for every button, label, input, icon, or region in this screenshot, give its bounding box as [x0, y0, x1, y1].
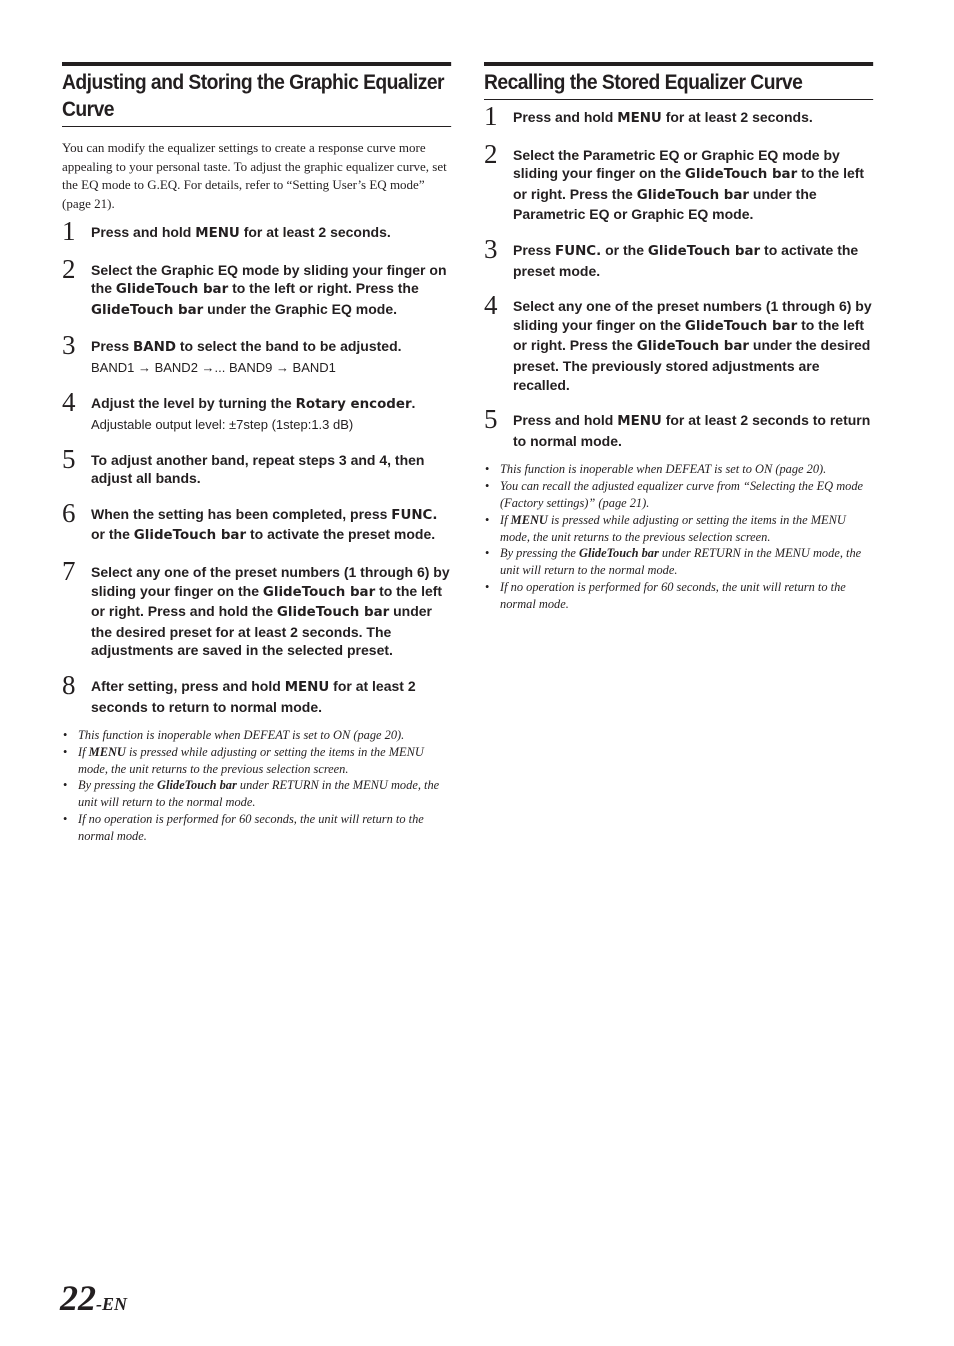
keyword: MENU [617, 414, 662, 430]
step-item [62, 386, 454, 434]
step-item [62, 216, 454, 246]
step-text: Select any one of the preset numbers (1 through 6) by sliding your finger on the GlideTouch bar to the left or right. Press the GlideTouch bar under the desired preset. The previously stored adjustments are recalled. [513, 298, 872, 393]
keyword: GlideTouch bar [579, 546, 659, 561]
step-item [484, 138, 876, 224]
step-number: 4 [484, 290, 498, 321]
note-item: • By pressing the GlideTouch bar under RETURN in the MENU mode, the unit will return to the normal mode. [485, 546, 862, 578]
step-number: 3 [484, 233, 498, 264]
step-text: Select the Graphic EQ mode by sliding your finger on the GlideTouch bar to the left or right. Press the GlideTouch bar under the Graphic EQ mode. [91, 261, 447, 318]
step-subtext: Adjustable output level: ±7step (1step:1.3 dB) [91, 416, 354, 432]
step-item [484, 101, 876, 131]
step-text: Select any one of the preset numbers (1 through 6) by sliding your finger on the GlideTouch bar to the left or right. Press and hold the GlideTouch bar under the desired preset for at least 2 seconds. The adjustments are saved in the selected preset. [91, 563, 450, 659]
step-number: 7 [62, 555, 76, 586]
right-column [484, 62, 876, 612]
step-number: 2 [484, 138, 498, 169]
keyword: GlideTouch bar [262, 584, 376, 600]
note-item: • This function is inoperable when DEFEAT is set to ON (page 20). [63, 728, 405, 743]
note-item: • If MENU is pressed while adjusting or setting the items in the MENU mode, the unit returns to the previous selection screen. [63, 744, 424, 776]
note-item: • By pressing the GlideTouch bar under RETURN in the MENU mode, the unit will return to the normal mode. [63, 778, 440, 810]
step-text: Press FUNC. or the GlideTouch bar to activate the preset mode. [513, 241, 859, 279]
step-item [62, 555, 454, 660]
step-text: To adjust another band, repeat steps 3 and 4, then adjust all bands. [91, 451, 425, 487]
step-item [62, 330, 454, 377]
step-item [484, 290, 876, 394]
step-text: After setting, press and hold MENU for at least 2 seconds to return to normal mode. [91, 677, 416, 715]
keyword: FUNC. [555, 243, 602, 259]
keyword: MENU [88, 744, 126, 759]
step-text: Press and hold MENU for at least 2 seconds to return to normal mode. [513, 412, 871, 449]
left-column [62, 62, 454, 845]
step-number: 1 [62, 216, 76, 246]
keyword: GlideTouch bar [684, 318, 798, 334]
note-item: • You can recall the adjusted equalizer curve from “Selecting the EQ mode (Factory settings)” (page 21). [485, 479, 864, 510]
step-item [484, 404, 876, 450]
note-item: • If no operation is performed for 60 seconds, the unit will return to the normal mode. [485, 579, 846, 611]
bullet-icon: • [485, 512, 490, 527]
keyword: GlideTouch bar [636, 187, 749, 203]
bullet-icon: • [63, 744, 68, 759]
step-text: Press and hold MENU for at least 2 seconds. [91, 224, 391, 241]
step-item [62, 253, 454, 321]
steps-list-recalling [484, 101, 876, 450]
keyword: GlideTouch bar [684, 167, 798, 183]
step-item [62, 497, 454, 546]
step-number: 8 [62, 669, 76, 700]
step-number: 1 [484, 101, 498, 131]
step-number: 4 [62, 386, 76, 417]
step-item [484, 233, 876, 280]
step-text: Select the Parametric EQ or Graphic EQ mode by sliding your finger on the GlideTouch bar to the left or right. Press the GlideTouch bar under the Parametric EQ or Graphic EQ mode. [513, 146, 865, 223]
page-number [60, 1278, 127, 1324]
notes-list-adjusting [62, 727, 454, 845]
step-number: 6 [62, 497, 76, 528]
step-number: 5 [484, 404, 498, 435]
step-number: 5 [62, 443, 76, 474]
bullet-icon: • [485, 579, 490, 594]
keyword: GlideTouch bar [133, 528, 247, 544]
keyword: Rotary encoder [295, 396, 412, 412]
section-heading-recalling: Recalling the Stored Equalizer Curve [484, 62, 873, 100]
keyword: MENU [617, 111, 662, 126]
step-text: Press BAND to select the band to be adjusted. [91, 338, 402, 356]
keyword: MENU [510, 512, 548, 527]
note-item: • If no operation is performed for 60 seconds, the unit will return to the normal mode. [63, 812, 424, 843]
step-text: Press and hold MENU for at least 2 seconds. [513, 109, 813, 126]
keyword: MENU [284, 679, 330, 695]
keyword: GlideTouch bar [276, 605, 390, 621]
bullet-icon: • [485, 546, 490, 561]
bullet-icon: • [485, 462, 490, 477]
keyword: GlideTouch bar [115, 282, 229, 298]
bullet-icon: • [63, 778, 68, 793]
section-heading-adjusting: Adjusting and Storing the Graphic Equalizer Curve [62, 62, 451, 127]
bullet-icon: • [63, 728, 68, 743]
step-item [62, 443, 454, 488]
step-number: 2 [62, 253, 76, 284]
step-text: When the setting has been completed, press FUNC. or the GlideTouch bar to activate the preset mode. [91, 505, 438, 544]
keyword: GlideTouch bar [91, 302, 204, 318]
bullet-icon: • [63, 812, 68, 827]
step-item [62, 669, 454, 716]
page-number-suffix: -EN [96, 1294, 127, 1314]
step-number: 3 [62, 330, 76, 361]
note-item: • If MENU is pressed while adjusting or setting the items in the MENU mode, the unit returns to the previous selection screen. [485, 512, 846, 544]
keyword: FUNC. [391, 507, 438, 523]
bullet-icon: • [485, 479, 490, 494]
notes-list-recalling [484, 461, 876, 612]
intro-paragraph: You can modify the equalizer settings to create a response curve more appealing to your personal taste. To adjust the graphic equalizer curve, set the EQ mode to G.EQ. For details, refer to “Setting User’s EQ mode” (page 21). [62, 140, 447, 211]
keyword: MENU [195, 226, 240, 241]
steps-list-adjusting [62, 216, 454, 716]
keyword: GlideTouch bar [157, 778, 237, 793]
page-number-digits: 22 [60, 1278, 96, 1318]
step-text: Adjust the level by turning the Rotary encoder. [91, 394, 416, 412]
keyword: GlideTouch bar [647, 243, 761, 259]
keyword: BAND [133, 340, 176, 356]
note-item: • This function is inoperable when DEFEAT is set to ON (page 20). [485, 462, 827, 477]
step-subtext: BAND1 → BAND2 →... BAND9 → BAND1 [91, 359, 336, 375]
keyword: GlideTouch bar [636, 339, 749, 355]
